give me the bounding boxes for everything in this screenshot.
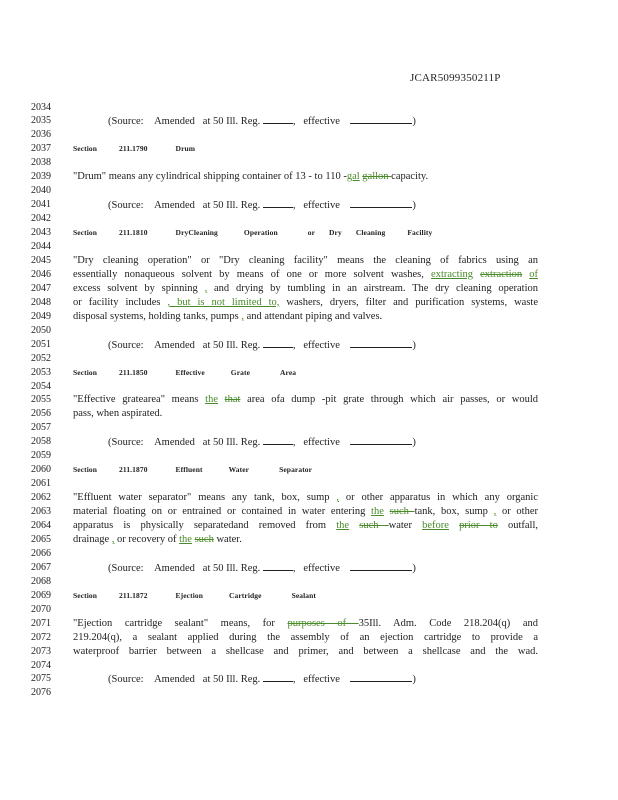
inserted-text: , <box>493 506 497 518</box>
text-segment: area ofa dump -pit grate through which air passes, or would <box>240 394 538 406</box>
body-text <box>73 268 538 282</box>
text-segment: drainage <box>73 533 112 545</box>
blank-line <box>263 561 293 571</box>
source-note <box>108 561 416 576</box>
line-number: 2057 <box>31 422 51 434</box>
section-heading-part: Section <box>73 367 98 377</box>
section-heading-part: Grate <box>230 367 251 377</box>
body-text <box>73 491 538 505</box>
text-segment <box>349 520 359 531</box>
line-number: 2039 <box>31 171 51 183</box>
inserted-text: before <box>422 520 449 531</box>
source-amended: Amended <box>154 116 195 128</box>
line-number: 2038 <box>31 157 51 169</box>
line-number: 2061 <box>31 478 51 490</box>
document-line <box>0 505 618 519</box>
document-line <box>0 407 618 421</box>
source-open: (Source: <box>108 562 144 574</box>
line-number: 2048 <box>31 296 51 308</box>
text-segment: "Dry cleaning operation" or "Dry cleaning facility" means the cleaning of fabrics using an <box>73 254 538 266</box>
deleted-text: such <box>359 520 389 531</box>
source-effective: effective <box>303 200 340 212</box>
document-line <box>0 435 618 449</box>
line-number: 2076 <box>31 687 51 699</box>
deleted-text: prior to <box>459 520 498 531</box>
source-comma: , <box>292 116 296 128</box>
blank-line <box>350 561 412 571</box>
blank-line <box>350 114 412 124</box>
line-number: 2034 <box>31 101 51 113</box>
line-number: 2058 <box>31 436 51 448</box>
inserted-text: extracting <box>431 268 474 280</box>
document-line <box>0 310 618 324</box>
blank-line <box>350 672 412 682</box>
line-number: 2066 <box>31 547 51 559</box>
section-heading-part: Operation <box>243 228 278 238</box>
text-segment: excess solvent by spinning <box>73 282 205 294</box>
source-effective: effective <box>303 562 340 574</box>
document-line <box>0 268 618 282</box>
text-segment: "Effective gratearea" means <box>73 394 206 406</box>
inserted-text: , but is not limited to, <box>167 296 280 308</box>
source-note <box>108 114 416 129</box>
body-text <box>73 296 538 310</box>
section-heading-part: Effective <box>175 367 205 377</box>
source-open: (Source: <box>108 200 144 212</box>
source-close: ) <box>412 562 416 574</box>
document-line <box>0 672 618 686</box>
text-segment: and attendant piping and valves. <box>243 310 383 322</box>
section-heading-part: Separator <box>279 465 313 475</box>
blank-line <box>263 114 293 124</box>
text-segment: 35Ill. Adm. Code 218.204(q) and <box>358 617 539 629</box>
document-line <box>0 659 618 673</box>
source-comma: , <box>292 674 296 686</box>
document-line <box>0 477 618 491</box>
line-number: 2073 <box>31 645 51 657</box>
section-heading-part: Section <box>73 144 98 154</box>
body-text <box>73 645 538 659</box>
source-amended: Amended <box>154 200 195 212</box>
source-note <box>108 198 416 213</box>
line-number: 2037 <box>31 143 51 155</box>
source-effective: effective <box>303 674 340 686</box>
text-segment: tank, box, sump <box>414 506 494 518</box>
section-heading-part: Cartridge <box>229 590 262 600</box>
source-comma: , <box>292 437 296 449</box>
inserted-text: , <box>241 310 244 322</box>
section-heading-part: Dry <box>329 228 342 238</box>
line-number: 2067 <box>31 561 51 573</box>
document-line <box>0 128 618 142</box>
deleted-text: such <box>389 506 415 518</box>
document-line <box>0 352 618 366</box>
text-segment: material floating on or entrained or contained in water entering <box>73 506 372 518</box>
source-open: (Source: <box>108 674 144 686</box>
line-number: 2035 <box>31 115 51 127</box>
document-line <box>0 631 618 645</box>
document-line <box>0 380 618 394</box>
blank-line <box>263 672 293 682</box>
body-text <box>73 407 538 421</box>
text-segment: or facility includes <box>73 296 168 308</box>
source-effective: effective <box>303 339 340 351</box>
document-id: JCAR5099350211P <box>410 72 501 84</box>
source-comma: , <box>292 200 296 212</box>
source-close: ) <box>412 437 416 449</box>
document-line <box>0 184 618 198</box>
source-note <box>108 672 416 687</box>
section-heading <box>73 142 538 156</box>
body-text <box>73 254 538 268</box>
section-heading-part: Water <box>228 465 250 475</box>
line-number: 2047 <box>31 282 51 294</box>
section-heading <box>73 589 538 603</box>
text-segment: or recovery of <box>114 533 180 545</box>
source-amended: Amended <box>154 674 195 686</box>
source-open: (Source: <box>108 339 144 351</box>
body-text <box>73 519 538 533</box>
document-line <box>0 282 618 296</box>
line-number: 2049 <box>31 310 51 322</box>
section-heading-part: Cleaning <box>355 228 386 238</box>
source-open: (Source: <box>108 116 144 128</box>
line-number: 2075 <box>31 673 51 685</box>
section-heading-part: Drum <box>175 144 196 154</box>
line-number: 2050 <box>31 324 51 336</box>
section-heading-part: Section <box>73 228 98 238</box>
document-line <box>0 338 618 352</box>
source-close: ) <box>412 200 416 212</box>
body-text <box>73 282 538 296</box>
section-heading-part: Facility <box>407 228 433 238</box>
inserted-text: gal <box>346 171 360 183</box>
inserted-text: the <box>179 533 192 545</box>
section-heading-part: Section <box>73 465 98 475</box>
source-close: ) <box>412 674 416 686</box>
source-reg: at 50 Ill. Reg. <box>202 200 261 212</box>
body-text <box>73 170 538 184</box>
section-heading-part: DryCleaning <box>175 228 218 238</box>
source-effective: effective <box>303 437 340 449</box>
document-line <box>0 114 618 128</box>
document-line <box>0 198 618 212</box>
body-text <box>73 393 538 407</box>
line-number: 2054 <box>31 380 51 392</box>
section-heading-part: Sealant <box>291 590 317 600</box>
line-number: 2045 <box>31 254 51 266</box>
document-line <box>0 561 618 575</box>
source-reg: at 50 Ill. Reg. <box>202 562 261 574</box>
document-line <box>0 170 618 184</box>
deleted-text: such <box>194 533 214 545</box>
body-text <box>73 505 538 519</box>
text-segment: "Drum" means any cylindrical shipping container of 13 - to 110 - <box>73 171 347 183</box>
source-note <box>108 338 416 353</box>
document-line <box>0 156 618 170</box>
line-number: 2060 <box>31 464 51 476</box>
source-reg: at 50 Ill. Reg. <box>202 116 261 128</box>
deleted-text: gallon <box>362 171 392 183</box>
text-segment: 219.204(q), a sealant applied during the assembly of an ejection cartridge to provide a <box>73 631 538 643</box>
section-heading-part: Area <box>280 367 297 377</box>
line-number: 2043 <box>31 227 51 239</box>
line-number: 2055 <box>31 394 51 406</box>
line-number: 2071 <box>31 617 51 629</box>
inserted-text: of <box>529 268 538 280</box>
source-close: ) <box>412 116 416 128</box>
deleted-text: purposes of <box>287 617 359 629</box>
source-effective: effective <box>303 116 340 128</box>
blank-line <box>350 338 412 348</box>
text-segment: capacity. <box>391 171 429 183</box>
text-segment: outfall, <box>497 520 539 531</box>
line-number: 2074 <box>31 659 51 671</box>
line-number: 2041 <box>31 199 51 211</box>
inserted-text: , <box>336 492 340 504</box>
section-heading-part: 211.1850 <box>119 367 148 377</box>
inserted-text: the <box>371 506 384 518</box>
text-segment: water <box>388 520 423 531</box>
section-heading-part: 211.1870 <box>119 465 148 475</box>
line-number: 2040 <box>31 185 51 197</box>
blank-line <box>263 338 293 348</box>
document-line <box>0 254 618 268</box>
section-heading-part: Ejection <box>175 590 204 600</box>
document-line <box>0 547 618 561</box>
document-line <box>0 142 618 156</box>
document-line <box>0 421 618 435</box>
document-line <box>0 686 618 700</box>
text-segment <box>449 520 459 531</box>
section-heading <box>73 366 538 380</box>
line-number: 2046 <box>31 268 51 280</box>
source-close: ) <box>412 339 416 351</box>
document-line <box>0 491 618 505</box>
source-amended: Amended <box>154 562 195 574</box>
document-line <box>0 603 618 617</box>
line-number: 2052 <box>31 352 51 364</box>
line-number: 2059 <box>31 450 51 462</box>
text-segment: disposal systems, holding tanks, pumps <box>73 310 242 322</box>
document-line <box>0 575 618 589</box>
line-number: 2051 <box>31 338 51 350</box>
line-number: 2068 <box>31 575 51 587</box>
document-line <box>0 212 618 226</box>
section-heading-part: Section <box>73 590 98 600</box>
source-comma: , <box>292 339 296 351</box>
line-number: 2056 <box>31 408 51 420</box>
document-line <box>0 463 618 477</box>
document-line <box>0 226 618 240</box>
line-number: 2062 <box>31 492 51 504</box>
body-text <box>73 533 538 547</box>
source-open: (Source: <box>108 437 144 449</box>
text-segment: or other apparatus in which any organic <box>339 492 538 504</box>
source-comma: , <box>292 562 296 574</box>
document-line <box>0 533 618 547</box>
inserted-text: , <box>111 533 115 545</box>
blank-line <box>263 198 293 208</box>
line-number: 2069 <box>31 589 51 601</box>
document-line <box>0 449 618 463</box>
section-heading-part: 211.1810 <box>119 228 148 238</box>
document-line <box>0 617 618 631</box>
inserted-text: , <box>204 282 208 294</box>
text-segment: waterproof barrier between a shellcase and primer, and between a shellcase and the wad. <box>73 645 538 657</box>
text-segment: pass, when aspirated. <box>73 408 163 420</box>
line-number: 2072 <box>31 631 51 643</box>
inserted-text: the <box>205 394 218 406</box>
line-number: 2064 <box>31 520 51 531</box>
body-text <box>73 631 538 645</box>
text-segment <box>218 394 225 405</box>
text-segment: essentially nonaqueous solvent by means of one or more solvent washes, <box>73 268 432 280</box>
line-number: 2063 <box>31 506 51 518</box>
line-number: 2042 <box>31 213 51 225</box>
blank-line <box>350 198 412 208</box>
source-reg: at 50 Ill. Reg. <box>202 339 261 351</box>
source-reg: at 50 Ill. Reg. <box>202 437 261 449</box>
blank-line <box>263 435 293 445</box>
document-line <box>0 589 618 603</box>
document-line <box>0 296 618 310</box>
text-segment: and drying by tumbling in an airstream. The dry cleaning operation <box>207 282 539 294</box>
source-amended: Amended <box>154 437 195 449</box>
document-line <box>0 393 618 407</box>
section-heading-part: 211.1872 <box>119 590 148 600</box>
document-line <box>0 645 618 659</box>
line-number: 2036 <box>31 129 51 141</box>
source-amended: Amended <box>154 339 195 351</box>
document-line <box>0 240 618 254</box>
line-number: 2070 <box>31 603 51 615</box>
text-segment: water. <box>213 533 242 545</box>
document-line <box>0 519 618 533</box>
inserted-text: the <box>336 520 350 531</box>
blank-line <box>350 435 412 445</box>
document-line <box>0 366 618 380</box>
body-text <box>73 617 538 631</box>
deleted-text: that <box>224 394 241 406</box>
text-segment: washers, dryers, filter and purification systems, waste <box>279 296 538 308</box>
body-text <box>73 310 538 324</box>
source-reg: at 50 Ill. Reg. <box>202 674 261 686</box>
text-segment: or other <box>496 506 539 518</box>
deleted-text: extraction <box>480 268 523 280</box>
source-note <box>108 435 416 450</box>
line-number: 2044 <box>31 241 51 252</box>
text-segment: "Ejection cartridge sealant" means, for <box>73 617 288 629</box>
section-heading-part: or <box>307 228 316 238</box>
section-heading-part: 211.1790 <box>119 144 148 154</box>
line-number: 2053 <box>31 366 51 378</box>
section-heading-part: Effluent <box>175 465 203 475</box>
text-segment: apparatus is physically separatedand removed from <box>73 520 337 531</box>
line-number: 2065 <box>31 533 51 545</box>
section-heading <box>73 463 538 477</box>
document-line <box>0 101 618 115</box>
text-segment: "Effluent water separator" means any tank, box, sump <box>73 492 337 504</box>
document-line <box>0 324 618 338</box>
section-heading <box>73 226 538 240</box>
